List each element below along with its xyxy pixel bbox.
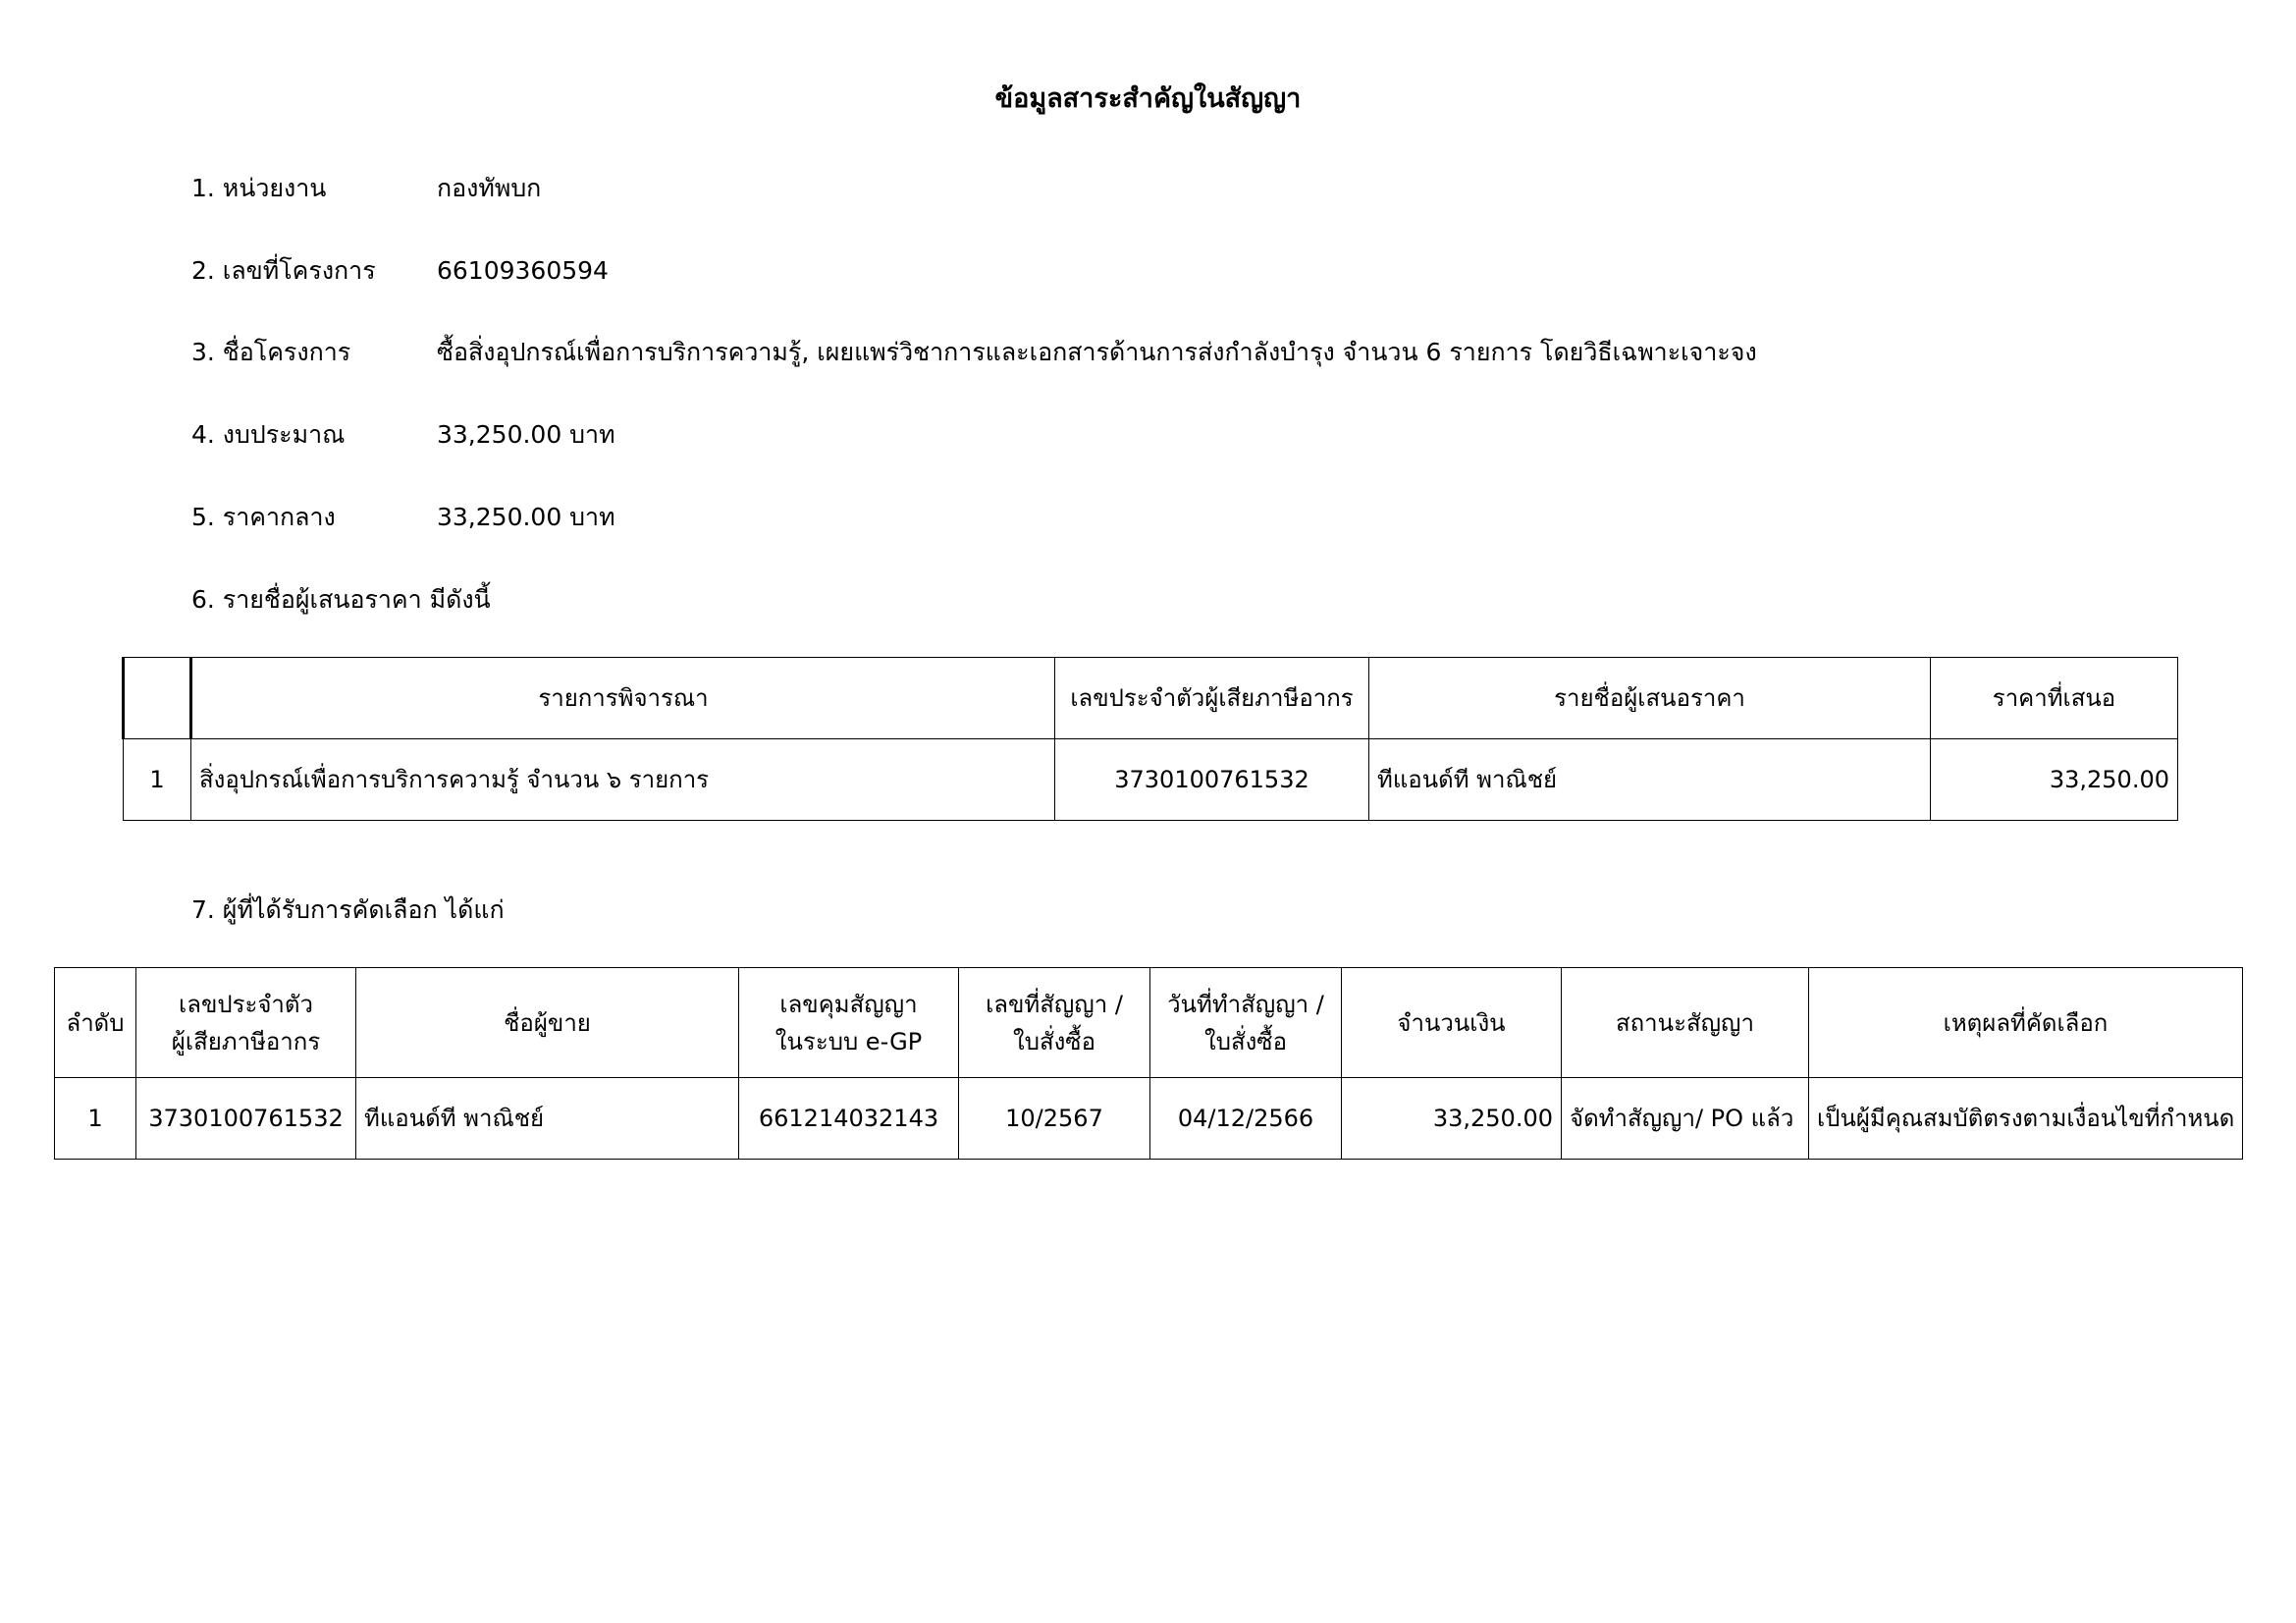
table-cell: 33,250.00 [1931,739,2178,821]
field-label: 2. เลขที่โครงการ [191,256,376,285]
column-header: ราคาที่เสนอ [1931,658,2178,739]
bidders-heading: 6. รายชื่อผู้เสนอราคา มีดังนี้ [191,585,491,614]
column-header: ชื่อผู้ขาย [356,968,739,1078]
field-label: 3. ชื่อโครงการ [191,338,351,366]
award-heading: 7. ผู้ที่ได้รับการคัดเลือก ได้แก่ [191,895,505,924]
column-header: วันที่ทำสัญญา / ใบสั่งซื้อ [1150,968,1342,1078]
column-header: สถานะสัญญา [1562,968,1809,1078]
table-header-row [55,968,2243,1078]
table-cell: ทีแอนด์ที พาณิชย์ [1369,739,1931,821]
column-header: เลขประจำตัวผู้เสียภาษีอากร [1055,658,1369,739]
bidders-table [122,657,2178,821]
column-header: เลขคุมสัญญา ในระบบ e-GP [739,968,959,1078]
table-cell: 33,250.00 [1342,1078,1562,1160]
column-header: เลขประจำตัว ผู้เสียภาษีอากร [136,968,356,1078]
table-cell: 1 [124,739,191,821]
column-header: รายการพิจารณา [191,658,1055,739]
field-value: 66109360594 [437,256,609,285]
table-cell: เป็นผู้มีคุณสมบัติตรงตามเงื่อนไขที่กำหนด [1809,1078,2243,1160]
table-cell: 3730100761532 [136,1078,356,1160]
table-row [124,739,2178,821]
table-cell: จัดทำสัญญา/ PO แล้ว [1562,1078,1809,1160]
column-header [124,658,191,739]
column-header: เลขที่สัญญา / ใบสั่งซื้อ [959,968,1150,1078]
document-title: ข้อมูลสาระสำคัญในสัญญา [994,83,1302,114]
column-header: ลำดับ [55,968,136,1078]
table-cell: 10/2567 [959,1078,1150,1160]
table-header-row [124,658,2178,739]
table-cell: 04/12/2566 [1150,1078,1342,1160]
table-cell: 1 [55,1078,136,1160]
column-header: จำนวนเงิน [1342,968,1562,1078]
field-value: กองทัพบก [437,174,542,202]
table-cell: 661214032143 [739,1078,959,1160]
table-cell: สิ่งอุปกรณ์เพื่อการบริการความรู้ จำนวน ๖ รายการ [191,739,1055,821]
field-value: 33,250.00 บาท [437,420,615,449]
award-table [54,967,2243,1160]
field-label: 1. หน่วยงาน [191,174,327,202]
column-header: รายชื่อผู้เสนอราคา [1369,658,1931,739]
field-value: 33,250.00 บาท [437,503,615,531]
table-row [55,1078,2243,1160]
field-label: 5. ราคากลาง [191,503,336,531]
table-cell: 3730100761532 [1055,739,1369,821]
column-header: เหตุผลที่คัดเลือก [1809,968,2243,1078]
table-cell: ทีแอนด์ที พาณิชย์ [356,1078,739,1160]
field-label: 4. งบประมาณ [191,420,346,449]
field-value: ซื้อสิ่งอุปกรณ์เพื่อการบริการความรู้, เผยแพร่วิชาการและเอกสารด้านการส่งกำลังบำรุง จำนวน 6 รายการ โดยวิธีเฉพาะเจาะจง [437,338,1757,366]
